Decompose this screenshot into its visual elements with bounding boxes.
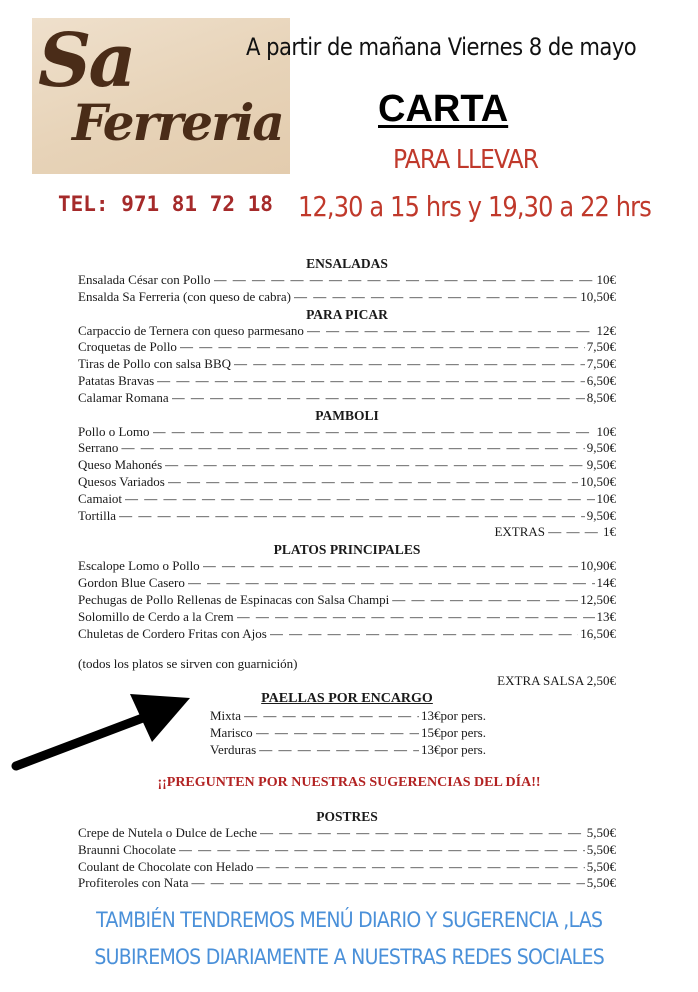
menu-item (78, 373, 616, 390)
item-name: Coulant de Chocolate con Helado (78, 858, 254, 874)
item-price: 10€ (596, 490, 616, 506)
item-price: 13€por pers. (421, 742, 486, 758)
item-name: Tiras de Pollo con salsa BBQ (78, 356, 231, 372)
item-name: Crepe de Nutela o Dulce de Leche (78, 825, 258, 840)
item-name: Escalope Lomo o Pollo (78, 558, 200, 574)
footer-line-1 (0, 908, 698, 932)
item-price: 9,50€ (586, 507, 616, 523)
item-name: Tortilla (78, 507, 117, 523)
menu-item (78, 390, 616, 407)
menu-item (78, 592, 616, 609)
item-name: Quesos Variados (78, 473, 165, 489)
item-name: Profiteroles con Nata (78, 875, 189, 891)
item-name: Solomillo de Cerdo a la Crem (78, 608, 234, 624)
section-title-pamboli: PAMBOLI (315, 407, 379, 423)
menu-item (78, 609, 616, 626)
menu-item (78, 875, 616, 892)
menu-item (78, 825, 616, 842)
item-price: 9,50€ (586, 440, 616, 456)
menu-item (78, 356, 616, 373)
menu-item (78, 289, 616, 306)
menu-item (78, 474, 616, 491)
item-name: Mixta (210, 708, 242, 724)
item-price: 5,50€ (586, 841, 616, 857)
item-name: Serrano (78, 440, 119, 456)
extras-line: EXTRAS — — — 1€ (494, 524, 616, 540)
footer-text-1: TAMBIÉN TENDREMOS MENÚ DIARIO Y SUGERENCIA ,LAS (95, 908, 603, 932)
item-price: 16,50€ (580, 625, 616, 641)
item-price: 10€ (596, 423, 616, 439)
item-name: Gordon Blue Casero (78, 575, 185, 591)
extras-label: EXTRAS (494, 524, 545, 540)
item-price: 10,50€ (580, 288, 616, 304)
item-name: Pollo o Lomo (78, 423, 150, 439)
item-name: Ensalda Sa Ferreria (con queso de cabra) (78, 288, 291, 304)
opening-hours: 12,30 a 15 hrs y 19,30 a 22 hrs (298, 190, 651, 223)
item-price: 13€por pers. (421, 708, 486, 724)
section-title-paellas: PAELLAS POR ENCARGO (261, 691, 433, 707)
menu-item (78, 558, 616, 575)
postres-list (78, 808, 616, 892)
item-name: Carpaccio de Ternera con queso parmesano (78, 322, 304, 338)
date-line: A partir de mañana Viernes 8 de mayo (246, 33, 637, 61)
item-name: Verduras (210, 742, 257, 758)
menu-item (78, 491, 616, 508)
garnish-note: (todos los platos se sirven con guarnición) (78, 656, 298, 672)
arrow-icon (10, 690, 200, 780)
menu-item (78, 842, 616, 859)
logo-line-1: Sa (38, 18, 134, 104)
item-price: 5,50€ (586, 825, 616, 840)
item-price: 15€por pers. (421, 725, 486, 741)
menu-item (78, 859, 616, 876)
paella-list (210, 708, 486, 759)
menu-item (78, 508, 616, 525)
item-name: Croquetas de Pollo (78, 339, 177, 355)
menu-item (210, 742, 486, 759)
extras-price: 1€ (603, 524, 616, 540)
section-title-postres: POSTRES (316, 809, 378, 824)
item-name: Ensalada César con Pollo (78, 272, 211, 287)
section-title-picar: PARA PICAR (306, 306, 388, 322)
footer-line-2 (0, 945, 698, 969)
extra-salsa: EXTRA SALSA 2,50€ (497, 673, 616, 689)
item-price: 5,50€ (586, 858, 616, 874)
menu-item (210, 708, 486, 725)
footer-text-2: SUBIREMOS DIARIAMENTE A NUESTRAS REDES SOCIALES (94, 945, 604, 969)
item-price: 5,50€ (586, 875, 616, 891)
menu-item (78, 339, 616, 356)
item-name: Queso Mahonés (78, 457, 163, 473)
section-title-ensaladas: ENSALADAS (306, 256, 388, 271)
item-price: 6,50€ (586, 372, 616, 388)
item-price: 8,50€ (586, 389, 616, 405)
subtitle: PARA LLEVAR (393, 145, 539, 175)
item-price: 12,50€ (580, 591, 616, 607)
item-price: 12€ (596, 322, 616, 338)
phone-number: TEL: 971 81 72 18 (58, 192, 273, 216)
item-price: 13€ (596, 608, 616, 624)
item-name: Patatas Bravas (78, 372, 155, 388)
menu-list (78, 255, 616, 759)
section-title-principales: PLATOS PRINCIPALES (273, 542, 421, 558)
item-price: 10,50€ (580, 473, 616, 489)
item-price: 14€ (596, 575, 616, 591)
item-name: Camaiot (78, 490, 123, 506)
menu-item (78, 440, 616, 457)
item-price: 10€ (596, 272, 616, 287)
menu-item (78, 424, 616, 441)
item-price: 7,50€ (586, 356, 616, 372)
menu-item (78, 626, 616, 643)
page-title: CARTA (378, 88, 509, 130)
item-price: 7,50€ (586, 339, 616, 355)
item-price: 10,90€ (580, 558, 616, 574)
logo-line-2: Ferreria (72, 93, 283, 152)
item-price: 9,50€ (586, 457, 616, 473)
item-name: Marisco (210, 725, 253, 741)
menu-item (78, 323, 616, 340)
item-name: Calamar Romana (78, 389, 169, 405)
menu-item (210, 725, 486, 742)
menu-item (78, 575, 616, 592)
item-name: Braunni Chocolate (78, 841, 176, 857)
item-name: Chuletas de Cordero Fritas con Ajos (78, 625, 267, 641)
menu-item (78, 272, 616, 289)
menu-item (78, 457, 616, 474)
sugerencias-banner: ¡¡PREGUNTEN POR NUESTRAS SUGERENCIAS DEL DÍA!! (157, 775, 541, 790)
item-name: Pechugas de Pollo Rellenas de Espinacas con Salsa Champi (78, 591, 390, 607)
